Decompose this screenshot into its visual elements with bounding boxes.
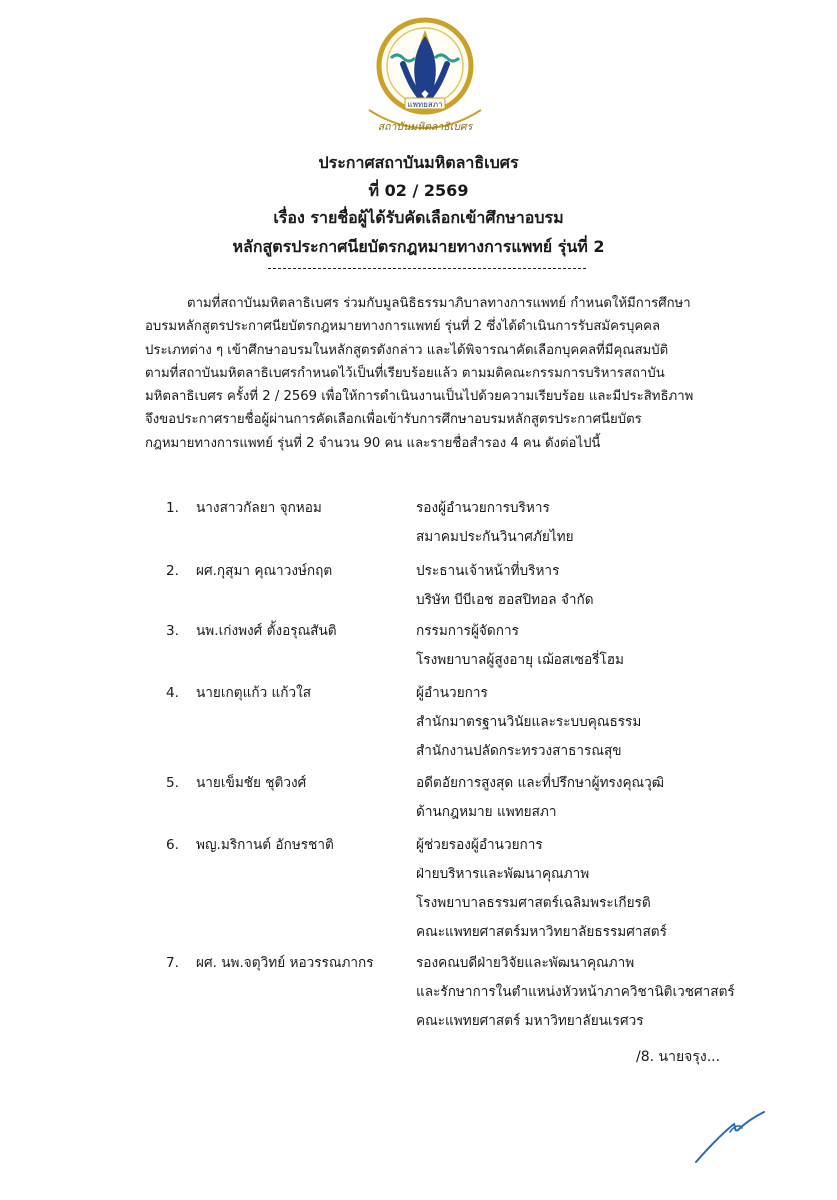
person-position (416, 494, 574, 552)
position-line: โรงพยาบาลผู้สูงอายุ เฌ้อสเซอรี่โฮม (416, 652, 624, 668)
position-line: ด้านกฎหมาย แพทยสภา (416, 804, 557, 820)
item-number: 6. (166, 837, 179, 853)
person-name: นายเข็มชัย ชุติวงศ์ (196, 775, 307, 791)
intro-line: ตามที่สถาบันมหิตลาธิเบศร ร่วมกับมูลนิธิธรรมาภิบาลทางการแพทย์ กำหนดให้มีการศึกษา (187, 296, 691, 311)
person-name: ผศ. นพ.จตุวิทย์ หอวรรณภากร (196, 955, 374, 971)
position-line: กรรมการผู้จัดการ (416, 623, 519, 639)
person-position (416, 831, 667, 947)
position-line: สำนักมาตรฐานวินัยและระบบคุณธรรม (416, 714, 642, 730)
person-position (416, 949, 735, 1036)
continued-marker: /8. นายจรุง... (636, 1049, 721, 1065)
position-line: รองคณบดีฝ่ายวิจัยและพัฒนาคุณภาพ (416, 955, 635, 971)
position-line: และรักษาการในตำแหน่งหัวหน้าภาควิชานิติเวชศาสตร์ (416, 984, 735, 1000)
logo-sub-text: แพทยสภา (407, 100, 443, 109)
person-name: พญ.มริกานต์ อักษรชาติ (196, 837, 334, 853)
item-number: 3. (166, 623, 179, 639)
intro-line: จึงขอประกาศรายชื่อผู้ผ่านการคัดเลือกเพื่อเข้ารับการศึกษาอบรมหลักสูตรประกาศนียบัตร (145, 412, 642, 428)
position-line: สมาคมประกันวินาศภัยไทย (416, 529, 574, 545)
intro-line: ประเภทต่าง ๆ เข้าศึกษาอบรมในหลักสูตรดังกล่าว และได้พิจารณาคัดเลือกบุคคลที่มีคุณสมบัติ (145, 342, 669, 358)
person-position (416, 769, 664, 827)
intro-line: กฎหมายทางการแพทย์ รุ่นที่ 2 จำนวน 90 คน และรายชื่อสำรอง 4 คน ดังต่อไปนี้ (145, 435, 601, 451)
intro-line: ตามที่สถาบันมหิตลาธิเบศรกำหนดไว้เป็นที่เรียบร้อยแล้ว ตามมติคณะกรรมการบริหารสถาบัน (145, 365, 665, 381)
position-line: ฝ่ายบริหารและพัฒนาคุณภาพ (416, 866, 590, 882)
logo-institute-text: สถาบันมหิตลาธิเบศร (377, 121, 473, 133)
announcement-subject: เรื่อง รายชื่อผู้ได้รับคัดเลือกเข้าศึกษาอบรม (273, 208, 564, 227)
signature-icon (690, 1102, 770, 1168)
item-number: 4. (166, 685, 179, 701)
intro-line: อบรมหลักสูตรประกาศนียบัตรกฎหมายทางการแพทย์ รุ่นที่ 2 ซึ่งได้ดำเนินการรับสมัครบุคคล (145, 319, 661, 335)
person-name: นางสาวกัลยา จุกหอม (196, 500, 322, 516)
divider-line (268, 268, 586, 269)
position-line: สำนักงานปลัดกระทรวงสาธารณสุข (416, 743, 622, 759)
person-name: ผศ.กุสุมา คุณาวงษ์กฤต (196, 563, 333, 579)
course-title: หลักสูตรประกาศนียบัตรกฎหมายทางการแพทย์ รุ่นที่ 2 (232, 237, 605, 256)
person-name: นายเกตุแก้ว แก้วใส (196, 685, 312, 701)
announcement-title: ประกาศสถาบันมหิตลาธิเบศร (318, 153, 519, 172)
person-position (416, 617, 624, 675)
announcement-number: ที่ 02 / 2569 (368, 181, 469, 200)
position-line: ผู้ช่วยรองผู้อำนวยการ (416, 837, 543, 853)
position-line: ประธานเจ้าหน้าที่บริหาร (416, 563, 560, 579)
person-position (416, 557, 594, 615)
institute-logo (355, 14, 495, 138)
person-name: นพ.เก่งพงศ์ ตั้งอรุณสันติ (196, 623, 337, 639)
position-line: คณะแพทยศาสตร์มหาวิทยาลัยธรรมศาสตร์ (416, 924, 667, 940)
intro-paragraph (166, 292, 736, 315)
position-line: รองผู้อำนวยการบริหาร (416, 500, 550, 516)
position-line: โรงพยาบาลธรรมศาสตร์เฉลิมพระเกียรติ (416, 895, 651, 911)
item-number: 5. (166, 775, 179, 791)
item-number: 2. (166, 563, 179, 579)
person-position (416, 679, 641, 766)
position-line: คณะแพทยศาสตร์ มหาวิทยาลัยนเรศวร (416, 1013, 644, 1029)
intro-line: มหิตลาธิเบศร ครั้งที่ 2 / 2569 เพื่อให้การดำเนินงานเป็นไปด้วยความเรียบร้อย และมีประสิทธิภาพ (145, 389, 694, 405)
position-line: ผู้อำนวยการ (416, 685, 488, 701)
position-line: อดีตอัยการสูงสุด และที่ปรึกษาผู้ทรงคุณวุฒิ (416, 775, 665, 791)
item-number: 1. (166, 500, 179, 516)
position-line: บริษัท บีบีเอช ฮอสปิทอล จำกัด (416, 592, 594, 608)
intro-paragraph-cont (145, 315, 715, 455)
item-number: 7. (166, 955, 179, 971)
